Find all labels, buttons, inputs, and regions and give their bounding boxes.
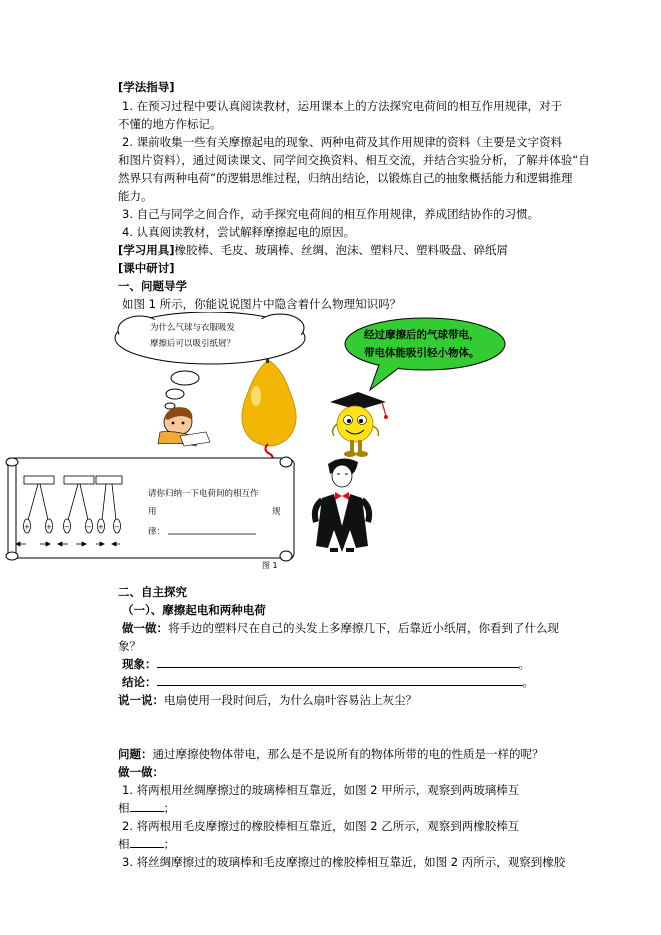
answer-input-1[interactable] xyxy=(130,799,164,812)
zuo2-item: 2. 将两根用毛皮摩擦过的橡胶棒相互靠近，如图 2 乙所示，观察到两橡胶棒互 xyxy=(122,819,520,833)
shuo-line xyxy=(118,691,563,709)
figure-caption: 图 1 xyxy=(262,561,278,570)
jielun-label: 结论： xyxy=(122,675,157,689)
thought-line: 摩擦后可以吸引纸屑？ xyxy=(150,339,236,349)
xuefa-item: 不懂的地方作标记。 xyxy=(118,117,222,131)
xuefa-item: 3. 自己与同学之间合作，动手探究电荷间的相互作用规律，养成团结协作的习惯。 xyxy=(122,207,540,221)
zuo2-item: 3. 将丝绸摩擦过的玻璃棒和毛皮摩擦过的橡胶棒相互靠近，如图 2 丙所示，观察到橡胶 xyxy=(122,855,566,869)
svg-text:+: + xyxy=(46,523,52,531)
xuefa-item: 4. 认真阅读教材，尝试解释摩擦起电的原因。 xyxy=(122,225,356,239)
xianxiang-period: 。 xyxy=(518,657,530,671)
balloon-icon xyxy=(242,358,296,462)
zuo1-label: 做一做： xyxy=(122,621,168,635)
answer-line-2 xyxy=(118,835,563,853)
part1-title: 一、问题导学 xyxy=(118,279,187,293)
wenti-label: 问题： xyxy=(118,747,153,761)
svg-text:−: − xyxy=(64,523,70,531)
figure-1 xyxy=(0,312,661,580)
shuo-text: 电扇使用一段时间后，为什么扇叶容易沾上灰尘？ xyxy=(164,693,417,707)
svg-text:−: − xyxy=(114,523,120,531)
zuo1-text2: 象？ xyxy=(118,639,141,653)
zuo1-line xyxy=(122,619,567,637)
jielun-line xyxy=(122,673,567,691)
wenti-text: 通过摩擦使物体带电，那么是不是说所有的物体所带的电的性质是一样的呢？ xyxy=(152,747,544,761)
scroll-panel xyxy=(6,457,294,561)
part2-title: 二、自主探究 xyxy=(118,585,187,599)
part1-question: 如图 1 所示，你能说说图片中隐含着什么物理知识吗？ xyxy=(122,297,402,311)
xuefa-item: 2. 课前收集一些有关摩擦起电的现象、两种电荷及其作用规律的资料（主要是文字资料 xyxy=(122,135,563,149)
xuefa-title: [学法指导] xyxy=(118,80,175,94)
xuefa-item: 1. 在预习过程中要认真阅读教材，运用课本上的方法探究电荷间的相互作用规律，对于 xyxy=(122,99,563,113)
speech-line: 经过摩擦后的气球带电， xyxy=(364,329,480,341)
tools-title: [学习用具] xyxy=(118,243,175,257)
thought-line: 为什么气球与衣服吸发 xyxy=(150,323,236,333)
answer-line-1 xyxy=(118,799,563,817)
semicolon: ； xyxy=(163,837,175,851)
tools-text: 橡胶棒、毛皮、玻璃棒、丝绸、泡沫、塑料尺、塑料吸盘、碎纸屑 xyxy=(174,243,509,257)
svg-text:+: + xyxy=(98,523,104,531)
wenti-line xyxy=(118,745,563,763)
tuxedo-man-icon xyxy=(315,458,369,552)
svg-text:+: + xyxy=(24,523,30,531)
scroll-line: 用 xyxy=(148,507,157,517)
jielun-period: 。 xyxy=(522,675,534,689)
tools-line xyxy=(118,241,563,259)
xianxiang-input[interactable] xyxy=(157,655,519,668)
xuefa-item: 然界只有两种电荷”的逻辑思维过程，归纳出结论，以锻炼自己的抽象概括能力和逻辑推理 xyxy=(118,171,573,185)
answer-input-2[interactable] xyxy=(130,835,164,848)
smiley-professor-icon xyxy=(330,392,388,457)
zuo2-item: 1. 将两根用丝绸摩擦过的玻璃棒相互靠近，如图 2 甲所示，观察到两玻璃棒互 xyxy=(122,783,520,797)
speech-line: 带电体能吸引轻小物体。 xyxy=(364,347,480,359)
sub1-title: （一）、摩擦起电和两种电荷 xyxy=(122,603,266,617)
xianxiang-label: 现象： xyxy=(122,657,157,671)
xiang-label: 相 xyxy=(118,837,130,851)
xuefa-item: 能力。 xyxy=(118,189,153,203)
semicolon: ； xyxy=(163,801,175,815)
xianxiang-line xyxy=(122,655,567,673)
keyan-title: [课中研讨] xyxy=(118,261,175,275)
zuo2-label: 做一做： xyxy=(118,765,164,779)
scroll-line: 律： xyxy=(148,527,166,537)
svg-text:−: − xyxy=(86,523,92,531)
scroll-line: 请你归纳一下电荷间的相互作 xyxy=(148,489,259,499)
reading-child-icon xyxy=(158,407,210,446)
speech-bubble xyxy=(345,318,505,390)
xiang-label: 相 xyxy=(118,801,130,815)
scroll-line: 规 xyxy=(272,507,281,517)
shuo-label: 说一说： xyxy=(118,693,164,707)
jielun-input[interactable] xyxy=(157,673,523,686)
xuefa-item: 和图片资料），通过阅读课文、同学间交换资料、相互交流，并结合实验分析，了解并体验“自 xyxy=(118,153,590,167)
zuo1-text: 将手边的塑料尺在自己的头发上多摩擦几下，后靠近小纸屑，你看到了什么现 xyxy=(168,621,559,635)
